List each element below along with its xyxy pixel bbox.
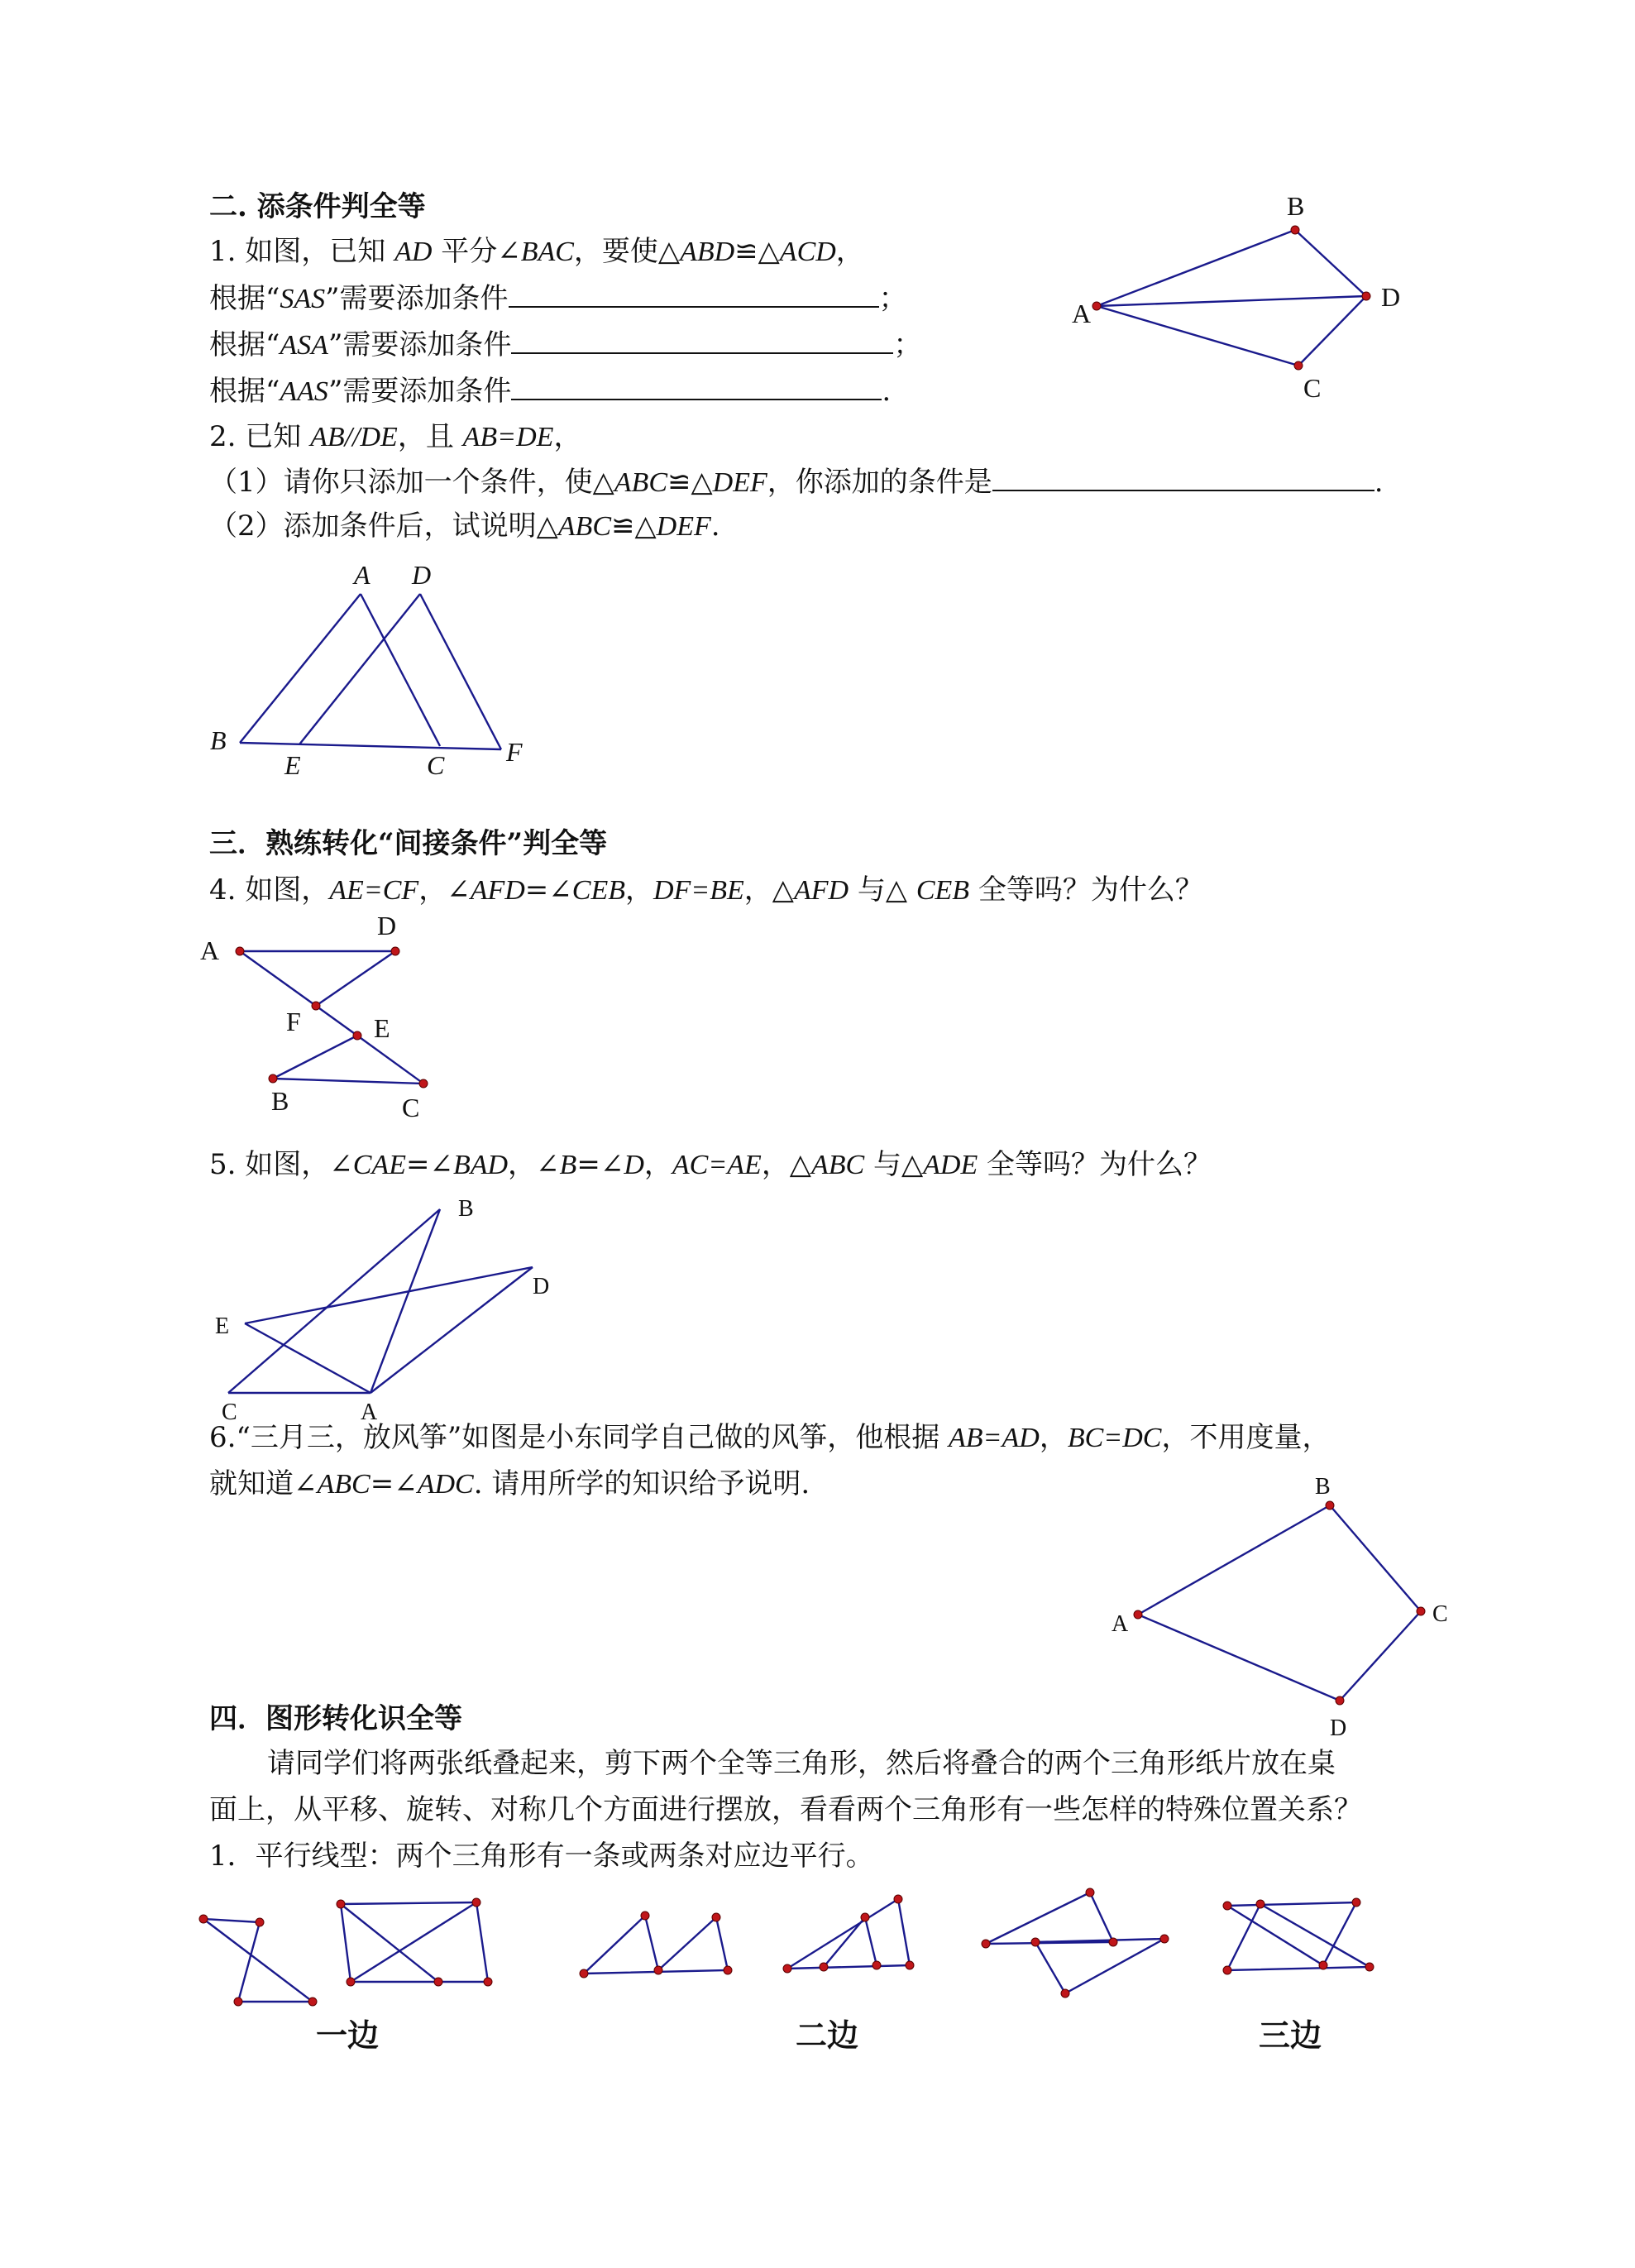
q6-figure	[1100, 1472, 1464, 1754]
q1-text: ；	[878, 282, 907, 315]
section4-paragraph-line2: 面上，从平移、旋转、对称几个方面进行摆放，看看两个三角形有一些怎样的特殊位置关系？	[209, 1793, 1362, 1826]
q1-aas: AAS	[280, 376, 328, 407]
segment-cd	[1298, 296, 1366, 366]
segment-bc	[1330, 1505, 1421, 1611]
q1-text: ，要使△	[573, 235, 681, 268]
label-c: C	[1303, 373, 1322, 403]
vertex	[1365, 1963, 1374, 1971]
q1-sas-answer-blank[interactable]	[509, 281, 879, 308]
q1-text: 平分∠	[432, 235, 521, 268]
segment-ec	[357, 1036, 423, 1084]
vertex	[1160, 1935, 1169, 1943]
vertex	[1031, 1938, 1040, 1946]
q6-text: =∠	[370, 1467, 418, 1500]
q5-text: =∠	[405, 1148, 453, 1181]
point-b	[269, 1074, 277, 1083]
q1-text: .	[882, 375, 892, 408]
q4-line	[209, 873, 1203, 907]
vertex	[820, 1963, 828, 1971]
q5-text: 全等吗？为什么？	[978, 1148, 1212, 1181]
label-d: D	[1330, 1715, 1347, 1741]
q1-text: ，	[835, 235, 864, 268]
q1-text: 根据“	[209, 282, 280, 315]
q6-term: AB=AD	[949, 1423, 1040, 1453]
q5-figure	[198, 1191, 562, 1439]
vertex	[199, 1915, 208, 1923]
q6-text: ，不用度量，	[1161, 1421, 1331, 1454]
segment-df	[316, 951, 395, 1006]
q5-term: B	[559, 1150, 577, 1180]
segment-ad	[1097, 296, 1366, 306]
label-c: C	[402, 1093, 420, 1122]
label-d: D	[533, 1274, 550, 1299]
label-b: B	[1315, 1474, 1331, 1500]
section3-heading: 三．熟练转化“间接条件”判全等	[209, 827, 608, 860]
vertex	[724, 1966, 732, 1974]
q4-term: CEB	[916, 875, 970, 906]
point-c	[1294, 361, 1303, 370]
vertex	[580, 1969, 588, 1978]
vertex	[308, 1998, 317, 2006]
q5-term: BAD	[452, 1150, 509, 1180]
label-f: F	[506, 737, 523, 767]
vertex	[1319, 1961, 1327, 1969]
segment-ab	[1138, 1505, 1330, 1615]
q2-sub1	[209, 465, 1384, 500]
q1-asa: ASA	[280, 330, 328, 361]
q1-text: ≌△	[734, 235, 780, 268]
label-c: C	[222, 1400, 237, 1425]
segment-ab	[1097, 230, 1295, 306]
q2-sub2	[209, 510, 720, 543]
q2-figure	[198, 554, 546, 794]
section2-heading: 二. 添条件判全等	[209, 190, 426, 223]
vertex	[1061, 1989, 1069, 1998]
q5-text: ，△	[761, 1148, 811, 1181]
vertex	[434, 1978, 442, 1986]
q2-text: .	[1374, 466, 1384, 499]
segment-ea	[245, 1323, 371, 1393]
point-d	[1336, 1696, 1344, 1705]
label-a: A	[200, 935, 220, 965]
q2-triangle-abc: ABC	[557, 511, 611, 542]
q1-text: ”需要添加条件	[325, 282, 509, 315]
label-e: E	[284, 750, 301, 780]
vertex	[906, 1961, 914, 1969]
label-e: E	[374, 1013, 390, 1043]
q2-answer-blank[interactable]	[992, 465, 1374, 491]
q2-text: .	[710, 510, 720, 543]
q1-aas-line	[209, 374, 891, 409]
q6-text: ，	[1039, 1421, 1068, 1454]
q4-term: AFD	[470, 875, 525, 906]
segment-eb	[273, 1036, 357, 1079]
q4-text: ，∠	[418, 873, 471, 907]
caption-one-edge: 一边	[316, 2017, 380, 2054]
q2-text: ≌△	[611, 510, 657, 543]
label-e: E	[215, 1313, 230, 1339]
label-c: C	[427, 750, 445, 780]
segment-fe	[316, 1006, 357, 1036]
q1-line1	[209, 235, 864, 269]
vertex	[472, 1898, 480, 1907]
q1-figure	[1059, 190, 1439, 405]
q2-line1	[209, 420, 581, 454]
q1-sas-line	[209, 281, 907, 316]
label-b: B	[458, 1196, 474, 1222]
q6-text: 6.“三月三，放风筝”如图是小东同学自己做的风筝，他根据	[209, 1421, 949, 1454]
vertex	[256, 1918, 264, 1926]
label-d: D	[1381, 282, 1401, 312]
label-f: F	[286, 1007, 301, 1036]
figure-three-edges-b	[1223, 1898, 1374, 1974]
vertex	[712, 1913, 720, 1921]
q1-aas-answer-blank[interactable]	[511, 374, 882, 400]
q2-triangle-abc: ABC	[614, 467, 667, 498]
q1-asa-line	[209, 328, 921, 362]
q5-term: D	[624, 1150, 644, 1180]
caption-two-edges: 二边	[796, 2017, 859, 2054]
q4-term: CEB	[571, 875, 625, 906]
q4-term: AFD	[793, 875, 849, 906]
vertex	[861, 1913, 869, 1921]
q5-text: ，	[643, 1148, 672, 1181]
section4-paragraph-line1: 请同学们将两张纸叠起来，剪下两个全等三角形，然后将叠合的两个三角形纸片放在桌	[267, 1747, 1336, 1780]
point-d	[1362, 292, 1370, 300]
q2-triangle-def: DEF	[656, 511, 711, 542]
q6-term: ABC	[317, 1469, 371, 1500]
q2-text: 2. 已知	[209, 420, 311, 453]
q6-term: BC=DC	[1067, 1423, 1162, 1453]
q4-term: DF=BE	[653, 875, 744, 906]
q5-term: ADE	[923, 1150, 978, 1180]
vertex	[1223, 1902, 1231, 1910]
q1-triangle-abd: ABD	[680, 237, 735, 267]
q6-line1	[209, 1421, 1330, 1455]
q4-figure	[190, 910, 455, 1125]
vertex	[783, 1964, 791, 1973]
vertex	[337, 1900, 345, 1908]
label-a: A	[354, 560, 371, 590]
q1-triangle-acd: ACD	[779, 237, 836, 267]
vertex	[1352, 1898, 1360, 1907]
segment-ed	[245, 1267, 533, 1323]
parallel-figures	[190, 1884, 1472, 2017]
segment-ed	[299, 594, 420, 744]
q4-text: 4. 如图，	[209, 873, 330, 907]
q2-equal: AB=DE	[462, 422, 554, 452]
q6-text: 就知道∠	[209, 1467, 318, 1500]
q1-sas: SAS	[280, 284, 326, 314]
q2-text: ，且	[397, 420, 463, 453]
figure-two-edges-b	[783, 1895, 914, 1973]
segment-bc	[228, 1209, 440, 1393]
segment-af	[240, 951, 316, 1006]
vertex	[894, 1895, 902, 1903]
q2-text: ≌△	[667, 466, 713, 499]
segment-df	[420, 594, 501, 749]
q1-text: 根据“	[209, 328, 280, 361]
figure-one-edge-b	[337, 1898, 492, 1986]
q2-triangle-def: DEF	[712, 467, 767, 498]
vertex	[1223, 1966, 1231, 1974]
q4-text: ，△	[743, 873, 794, 907]
label-b: B	[210, 725, 227, 755]
point-e	[353, 1031, 361, 1040]
q6-line2	[209, 1467, 810, 1501]
segment-bf	[240, 743, 501, 749]
q5-line	[209, 1148, 1212, 1182]
segment-ba	[240, 594, 361, 743]
segment-bc	[273, 1079, 423, 1084]
vertex	[347, 1978, 355, 1986]
q5-text: =∠	[576, 1148, 624, 1181]
vertex	[641, 1912, 649, 1920]
q4-text: 与△	[849, 873, 916, 907]
vertex	[1109, 1938, 1117, 1946]
point-d	[391, 947, 399, 955]
vertex	[982, 1940, 990, 1948]
label-a: A	[1112, 1611, 1129, 1637]
vertex	[654, 1966, 662, 1974]
q6-text: . 请用所学的知识给予说明.	[473, 1467, 810, 1500]
segment-ac	[1097, 306, 1298, 366]
label-d: D	[412, 560, 432, 590]
q2-parallel: AB//DE	[310, 422, 398, 452]
label-a: A	[1072, 299, 1092, 328]
q5-term: AC=AE	[672, 1150, 762, 1180]
q1-segment-ad: AD	[394, 237, 433, 267]
vertex	[1256, 1900, 1264, 1908]
segment-ac	[361, 594, 440, 746]
figure-three-edges-a	[982, 1888, 1169, 1998]
q1-text: 1. 如图，已知	[209, 235, 395, 268]
vertex	[872, 1961, 881, 1969]
label-b: B	[1287, 191, 1305, 221]
q4-text: 全等吗？为什么？	[969, 873, 1203, 907]
q1-text: ”需要添加条件	[327, 328, 512, 361]
q1-angle-bac: BAC	[520, 237, 574, 267]
label-c: C	[1432, 1601, 1448, 1627]
q2-text: ，你添加的条件是	[767, 466, 992, 499]
point-b	[1291, 226, 1299, 234]
section4-heading: 四．图形转化识全等	[209, 1702, 462, 1735]
segment-ad	[1138, 1615, 1340, 1701]
point-b	[1326, 1501, 1334, 1510]
q4-text: ，	[624, 873, 653, 907]
figure-two-edges-a	[580, 1912, 732, 1978]
vertex	[484, 1978, 492, 1986]
point-f	[312, 1002, 320, 1010]
caption-three-edges: 三边	[1259, 2017, 1322, 2054]
q5-text: 与△	[864, 1148, 924, 1181]
q1-text: ”需要添加条件	[327, 375, 512, 408]
point-a	[1134, 1610, 1142, 1619]
vertex	[234, 1998, 242, 2006]
label-b: B	[271, 1086, 289, 1116]
vertex	[1086, 1888, 1094, 1897]
q6-term: ADC	[417, 1469, 474, 1500]
point-a	[236, 947, 244, 955]
q1-text: ；	[893, 328, 922, 361]
q2-text: （1）请你只添加一个条件，使△	[209, 466, 614, 499]
q5-text: ，∠	[508, 1148, 560, 1181]
q4-text: =∠	[524, 873, 572, 907]
q4-term: AE=CF	[329, 875, 419, 906]
point-c	[419, 1079, 428, 1088]
q1-text: 根据“	[209, 375, 280, 408]
segment-cd	[1340, 1611, 1421, 1701]
label-a: A	[361, 1400, 378, 1425]
label-d: D	[377, 911, 397, 940]
q2-text: （2）添加条件后，试说明△	[209, 510, 558, 543]
segment-bd	[1295, 230, 1366, 296]
q5-text: 5. 如图，∠	[209, 1148, 353, 1181]
q1-asa-answer-blank[interactable]	[511, 328, 893, 354]
q2-text: ，	[553, 420, 582, 453]
q5-term: ABC	[810, 1150, 865, 1180]
point-a	[1092, 302, 1101, 310]
point-c	[1417, 1607, 1425, 1615]
section4-item1: 1．平行线型：两个三角形有一条或两条对应边平行。	[209, 1840, 874, 1873]
figure-one-edge-a	[199, 1915, 317, 2006]
q5-term: CAE	[352, 1150, 406, 1180]
